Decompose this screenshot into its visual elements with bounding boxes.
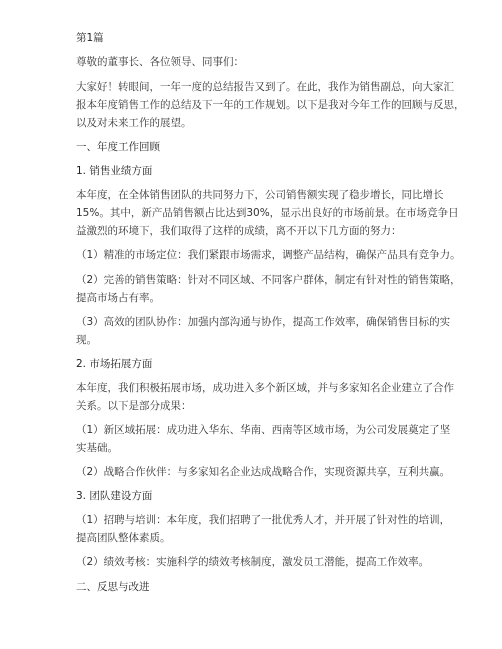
subsection-3-item-1-line-1: （1）招聘与培训：本年度，我们招聘了一批优秀人才，并开展了针对性的培训， — [76, 514, 451, 526]
subsection-2-title: 2. 市场拓展方面 — [76, 358, 153, 370]
subsection-3-title: 3. 团队建设方面 — [76, 490, 153, 502]
page-label: 第1篇 — [76, 32, 104, 44]
section-2-title: 二、反思与改进 — [76, 581, 150, 593]
intro-line-2: 报本年度销售工作的总结及下一年的工作规划。以下是我对今年工作的回顾与反思， — [76, 99, 465, 111]
subsection-2-paragraph-line-2: 关系。以下是部分成果： — [76, 400, 192, 412]
subsection-2-item-2: （2）战略合作伙伴：与多家知名企业达成战略合作，实现资源共享，互利共赢。 — [76, 466, 451, 478]
subsection-1-item-3-line-2: 现。 — [76, 334, 97, 346]
subsection-1-item-1: （1）精准的市场定位：我们紧跟市场需求，调整产品结构，确保产品具有竞争力。 — [76, 249, 461, 261]
subsection-1-item-2-line-2: 提高市场占有率。 — [76, 292, 160, 304]
section-1-title: 一、年度工作回顾 — [76, 141, 160, 153]
intro-line-3: 以及对未来工作的展望。 — [76, 117, 192, 129]
subsection-1-paragraph-line-3: 益激烈的环境下，我们取得了这样的成绩，离不开以下几方面的努力： — [76, 225, 402, 237]
salutation: 尊敬的董事长、各位领导、同事们： — [76, 56, 244, 68]
subsection-1-item-3-line-1: （3）高效的团队协作：加强内部沟通与协作，提高工作效率，确保销售目标的实 — [76, 316, 451, 328]
subsection-2-paragraph-line-1: 本年度，我们积极拓展市场，成功进入多个新区域，并与多家知名企业建立了合作 — [76, 382, 454, 394]
subsection-2-item-1-line-1: （1）新区域拓展：成功进入华东、华南、西南等区域市场，为公司发展奠定了坚 — [76, 424, 451, 436]
subsection-1-item-2-line-1: （2）完善的销售策略：针对不同区域、不同客户群体，制定有针对性的销售策略， — [76, 274, 461, 286]
subsection-1-paragraph-line-2: 15%。其中，新产品销售额占比达到30%，显示出良好的市场前景。在市场竞争日 — [76, 207, 459, 219]
subsection-3-item-2: （2）绩效考核：实施科学的绩效考核制度，激发员工潜能，提高工作效率。 — [76, 556, 430, 568]
subsection-3-item-1-line-2: 提高团队整体素质。 — [76, 532, 171, 544]
subsection-1-paragraph-line-1: 本年度，在全体销售团队的共同努力下，公司销售额实现了稳步增长，同比增长 — [76, 189, 444, 201]
subsection-1-title: 1. 销售业绩方面 — [76, 165, 153, 177]
intro-line-1: 大家好！转眼间，一年一度的总结报告又到了。在此，我作为销售副总，向大家汇 — [76, 81, 454, 93]
subsection-2-item-1-line-2: 实基础。 — [76, 442, 118, 454]
